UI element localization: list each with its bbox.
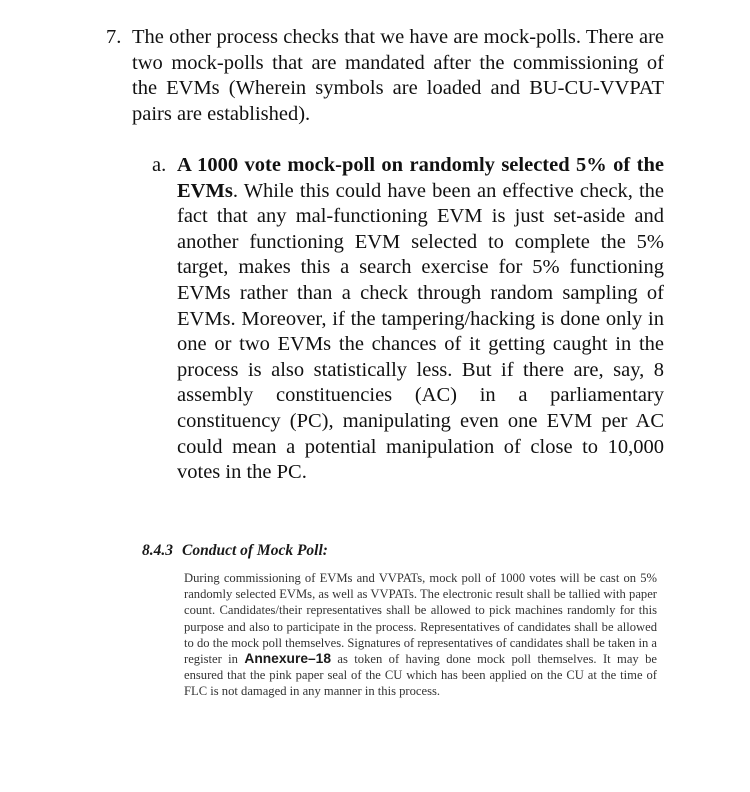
list-item-text: The other process checks that we have are mock-polls. There are two mock-polls that are mandated after the commissioning of the EVMs (Wherein symbols are loaded and BU-CU-VVPAT pairs are established). [132, 26, 664, 125]
sub-item-text: . While this could have been an effective check, the fact that any mal-functioning EVM is just set-aside and another functioning EVM selected to complete the 5% target, makes this a search exercise for 5% functioning EVMs rather than a check through random sampling of EVMs. Moreover, if the tampering/hacking is done only in one or two EVMs the chances of it getting caught in the process is also statistically less. But if there are, say, 8 assembly constituencies (AC) in a parliamentary constituency (PC), manipulating even one EVM per AC could mean a potential manipulation of close to 10,000 votes in the PC. [177, 179, 664, 484]
excerpt-heading [142, 542, 328, 560]
excerpt-text-after: as token of having done mock poll themselves. It may be ensured that the pink paper seal of the CU which has been applied on the CU at the time of FLC is not damaged in any manner in this process. [184, 652, 657, 699]
excerpt-body [184, 570, 657, 700]
sub-item-bold-lead: A 1000 vote mock-poll on randomly selected 5% of the EVMs [177, 154, 664, 202]
excerpt-text-before: During commissioning of EVMs and VVPATs, mock poll of 1000 votes will be cast on 5% randomly selected EVMs, as well as VVPATs. The electronic result shall be tallied with paper count. Candidates/their representatives shall be allowed to pick machines randomly for this purpose and also to participate in the process. Representatives of candidates shall be allowed to do the mock poll themselves. Signatures of representatives of candidates shall be taken in a register in [184, 571, 657, 667]
excerpt-heading-title: Conduct of Mock Poll: [182, 542, 328, 559]
excerpt-heading-number: 8.4.3 [142, 542, 173, 559]
sub-item-paragraph [177, 153, 664, 486]
sub-item-letter: a. [152, 154, 167, 176]
sub-item-a [152, 153, 664, 486]
annexure-reference: Annexure–18 [244, 651, 332, 667]
list-item-number: 7. [106, 26, 122, 48]
list-item-7 [106, 25, 664, 127]
